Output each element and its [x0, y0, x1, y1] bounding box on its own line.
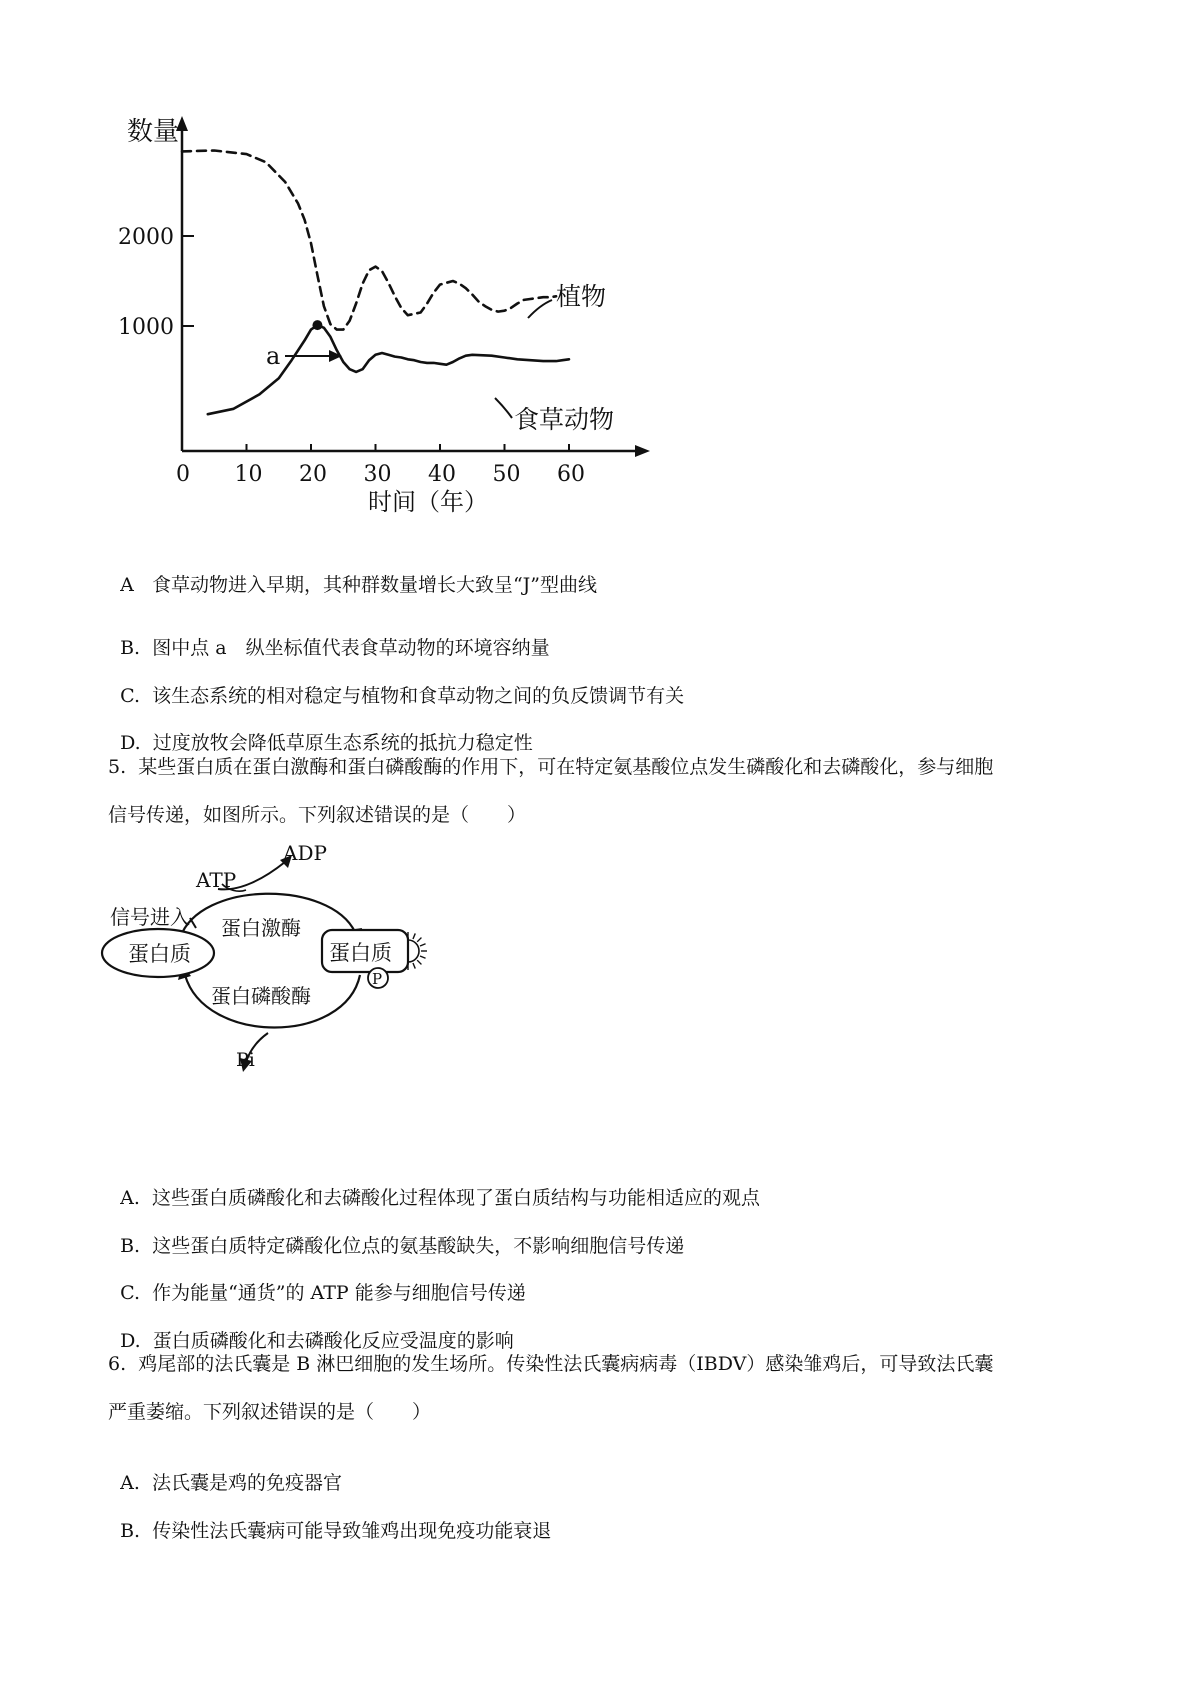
y-axis-label: 数量 — [127, 117, 180, 147]
x-tick-label: 30 — [363, 462, 392, 487]
plant-series-pointer — [528, 300, 552, 318]
q5-option-a-label: A. — [120, 1187, 140, 1209]
activation-ray — [420, 944, 426, 946]
q6-stem-line1: 6. 鸡尾部的法氏囊是 B 淋巴细胞的发生场所。传染性法氏囊病病毒（IBDV）感染雏鸡后，可导致法氏囊 — [108, 1353, 994, 1375]
q4-option-a-label: A — [120, 574, 134, 596]
q4-option-a — [108, 549, 597, 597]
pi-label: Pi — [236, 1049, 255, 1071]
phosphate-label: P — [372, 970, 383, 988]
q6-option-a-label: A. — [120, 1472, 140, 1494]
phosphorylation-diagram — [0, 840, 460, 1090]
q5-option-a-text: 这些蛋白质磷酸化和去磷酸化过程体现了蛋白质结构与功能相适应的观点 — [151, 1187, 760, 1209]
plant-series-line — [182, 151, 556, 330]
q4-option-d-label: D. — [120, 732, 141, 754]
activation-rays — [408, 932, 427, 970]
activation-ray — [420, 956, 426, 958]
adp-label: ADP — [283, 841, 327, 865]
q6-option-b — [108, 1495, 551, 1543]
protein-left-label: 蛋白质 — [128, 942, 191, 966]
atp-label: ATP — [196, 868, 237, 892]
q5-stem-line1: 5. 某些蛋白质在蛋白激酶和蛋白磷酸酶的作用下，可在特定氨基酸位点发生磷酸化和去磷酸化，参与细胞 — [108, 756, 994, 778]
x-tick-label: 10 — [234, 462, 263, 487]
activation-glow — [408, 940, 419, 962]
q5-stem-line2: 信号传递，如图所示。下列叙述错误的是（ ） — [108, 804, 527, 826]
x-tick-label: 0 — [176, 462, 190, 487]
activation-ray — [417, 960, 421, 964]
q6-option-b-text: 传染性法氏囊病可能导致雏鸡出现免疫功能衰退 — [152, 1520, 552, 1542]
y-tick-label: 2000 — [118, 225, 174, 250]
point-a-marker — [312, 320, 322, 330]
x-tick-label: 60 — [557, 462, 585, 487]
q5-option-c-label: C. — [120, 1282, 140, 1304]
q4-option-b — [108, 612, 550, 660]
activation-ray — [413, 933, 415, 939]
q6-option-a-text: 法氏囊是鸡的免疫器官 — [151, 1472, 342, 1494]
q5-option-b-label: B. — [120, 1235, 141, 1257]
x-axis-arrow — [635, 445, 650, 457]
q4-option-d-text: 过度放牧会降低草原生态系统的抵抗力稳定性 — [152, 732, 533, 754]
plant-series-label: 植物 — [556, 282, 607, 311]
q4-option-b-text: 图中点 a 纵坐标值代表食草动物的环境容纳量 — [152, 637, 550, 659]
q6-stem-line2: 严重萎缩。下列叙述错误的是（ ） — [108, 1401, 432, 1423]
q5-option-b — [108, 1210, 684, 1258]
q5-option-d — [108, 1305, 514, 1353]
kinase-label: 蛋白激酶 — [221, 916, 301, 940]
q4-option-c-label: C. — [120, 685, 140, 707]
herbivore-series-pointer — [495, 398, 512, 418]
q4-option-c-text: 该生态系统的相对稳定与植物和食草动物之间的负反馈调节有关 — [152, 685, 685, 707]
herbivore-series-line — [208, 325, 569, 414]
x-axis-label: 时间（年） — [368, 488, 488, 516]
q5-option-b-text: 这些蛋白质特定磷酸化位点的氨基酸缺失，不影响细胞信号传递 — [152, 1235, 685, 1257]
q4-option-a-text: 食草动物进入早期，其种群数量增长大致呈“J”型曲线 — [151, 574, 597, 596]
annotation-a-arrowhead — [329, 350, 342, 362]
population-chart — [0, 0, 700, 530]
y-tick-label: 1000 — [118, 315, 174, 340]
q5-option-a — [108, 1162, 760, 1210]
signal-label: 信号进入 — [110, 905, 190, 929]
x-tick-label: 50 — [492, 462, 521, 487]
q4-option-b-label: B. — [120, 637, 141, 659]
protein-right-label: 蛋白质 — [329, 941, 392, 965]
q5-option-c — [108, 1257, 526, 1305]
phosphatase-label: 蛋白磷酸酶 — [211, 984, 311, 1008]
q4-option-d — [108, 707, 533, 755]
q5-option-d-text: 蛋白质磷酸化和去磷酸化反应受温度的影响 — [152, 1330, 514, 1352]
annotation-a-label: a — [266, 342, 281, 370]
q5-option-c-text: 作为能量“通货”的 ATP 能参与细胞信号传递 — [152, 1282, 526, 1304]
q4-option-c — [108, 660, 684, 708]
q5-option-d-label: D. — [120, 1330, 141, 1352]
activation-ray — [417, 938, 421, 942]
q6-option-a — [108, 1447, 342, 1495]
x-tick-label: 40 — [428, 462, 456, 487]
activation-ray — [413, 963, 415, 969]
x-tick-label: 20 — [299, 462, 327, 487]
q6-option-b-label: B. — [120, 1520, 141, 1542]
herbivore-series-label: 食草动物 — [514, 405, 615, 434]
